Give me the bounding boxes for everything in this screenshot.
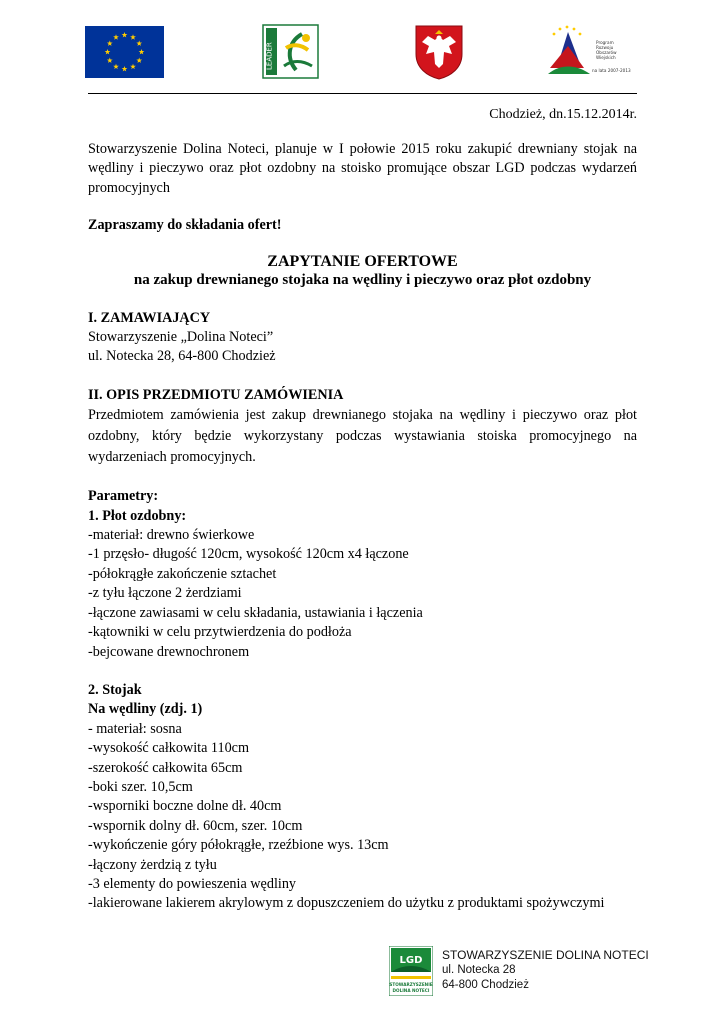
document-title: ZAPYTANIE OFERTOWE <box>267 252 458 270</box>
stand-subheading: Na wędliny (zdj. 1) <box>88 701 203 718</box>
list-item: -bejcowane drewnochronem <box>88 643 250 660</box>
header-rule <box>88 93 637 94</box>
lgd-logo-icon <box>389 946 433 996</box>
list-item: -szerokość całkowita 65cm <box>88 759 243 776</box>
leader-logo-icon <box>262 24 319 79</box>
list-item: -1 przęsło- długość 120cm, wysokość 120cm x4 łączone <box>88 546 409 563</box>
list-item: -kątowniki w celu przytwierdzenia do podłoża <box>88 624 352 641</box>
eu-flag-icon <box>85 26 164 78</box>
list-item: -półokrągłe zakończenie sztachet <box>88 565 277 582</box>
leader-logo-text: LEADER <box>265 42 274 70</box>
fence-heading: 1. Płot ozdobny: <box>88 507 187 524</box>
list-item: -łączony żerdzią z tyłu <box>88 856 217 873</box>
lgd-logo-text: LGD <box>399 955 423 966</box>
list-item: -łączone zawiasami w celu składania, ustawiania i łączenia <box>88 604 423 621</box>
footer <box>389 944 649 996</box>
list-item: -3 elementy do powieszenia wędliny <box>88 875 297 892</box>
section1-heading: I. ZAMAWIAJĄCY <box>88 309 211 326</box>
prow-text-1: Program <box>596 40 614 45</box>
list-item: -wysokość całkowita 110cm <box>88 740 250 757</box>
list-item: -wykończenie góry półokrągłe, rzeźbione wys. 13cm <box>88 837 389 854</box>
wielkopolska-coat-of-arms-icon <box>414 24 464 80</box>
prow-text-4: Wiejskich <box>596 55 616 60</box>
intro-paragraph: Stowarzyszenie Dolina Noteci, planuje w I połowie 2015 roku zakupić drewniany stojak na wędliny i pieczywo oraz płot ozdobny na stoisko promujące obszar LGD podczas wydarzeń promocyjnych <box>88 141 637 196</box>
lgd-logo-sub-2: DOLINA NOTECI <box>392 988 430 993</box>
fence-list <box>88 526 637 662</box>
orderer-address: ul. Notecka 28, 64-800 Chodzież <box>88 348 276 365</box>
document-subtitle: na zakup drewnianego stojaka na wędliny i pieczywo oraz płot ozdobny <box>133 271 592 288</box>
prow-text-2: Rozwoju <box>596 45 614 50</box>
stand-list <box>88 720 637 914</box>
prow-logo-icon <box>540 24 632 82</box>
section2-text: Przedmiotem zamówienia jest zakup drewnianego stojaka na wędliny i pieczywo oraz płot ozdobny, który będzie wykorzystany podczas wystawiania stoiska promocyjnego na wydarzeniach promocyjnych. <box>88 407 637 466</box>
prow-text-5: na lata 2007-2013 <box>592 68 631 73</box>
list-item: -materiał: drewno świerkowe <box>88 527 255 544</box>
params-heading: Parametry: <box>88 488 159 505</box>
footer-city: 64-800 Chodzież <box>442 979 529 991</box>
date-line: Chodzież, dn.15.12.2014r. <box>489 107 637 122</box>
section2-heading: II. OPIS PRZEDMIOTU ZAMÓWIENIA <box>88 386 344 403</box>
orderer-name: Stowarzyszenie „Dolina Noteci” <box>88 329 274 346</box>
list-item: -lakierowane lakierem akrylowym z dopuszczeniem do użytku z produktami spożywczymi <box>88 895 605 912</box>
document-body <box>88 140 637 914</box>
list-item: -boki szer. 10,5cm <box>88 778 193 795</box>
lgd-logo-sub-1: STOWARZYSZENIE <box>389 982 433 987</box>
list-item: -z tyłu łączone 2 żerdziami <box>88 585 242 602</box>
invitation: Zapraszamy do składania ofert! <box>88 217 282 234</box>
footer-address <box>442 948 649 993</box>
prow-text-3: Obszarów <box>596 50 617 55</box>
list-item: -wsporniki boczne dolne dł. 40cm <box>88 798 282 815</box>
footer-street: ul. Notecka 28 <box>442 964 516 976</box>
stand-heading: 2. Stojak <box>88 681 142 698</box>
footer-org-name: STOWARZYSZENIE DOLINA NOTECI <box>442 948 649 962</box>
list-item: -wspornik dolny dł. 60cm, szer. 10cm <box>88 817 303 834</box>
list-item: - materiał: sosna <box>88 720 182 737</box>
